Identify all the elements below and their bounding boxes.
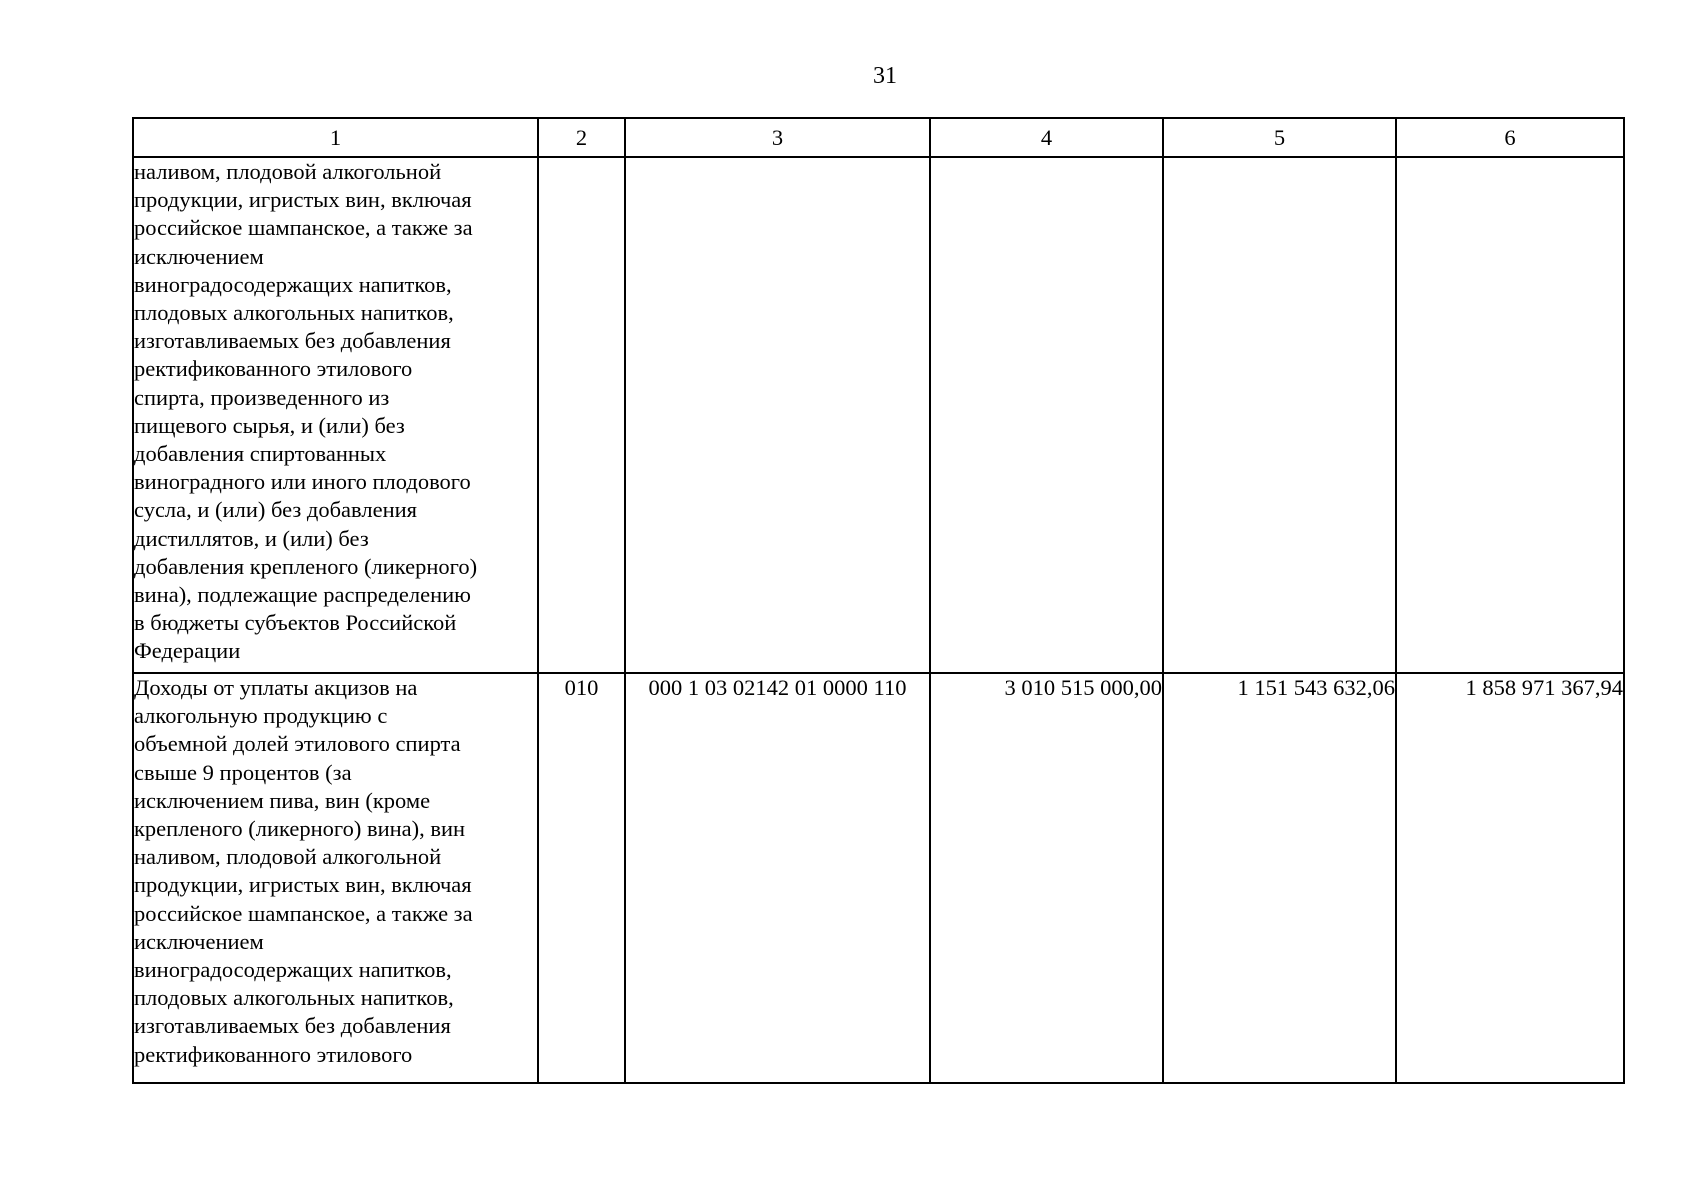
description-line: объемной долей этилового спирта xyxy=(134,731,461,757)
description-line: крепленого (ликерного) вина), вин xyxy=(134,816,466,842)
row-budget-classification-cell xyxy=(625,157,930,673)
table-header-row xyxy=(133,118,1624,157)
description-line: алкогольную продукцию с xyxy=(134,703,388,729)
description-line: виноградного или иного плодового xyxy=(134,469,471,495)
row-col5-amount-cell xyxy=(1163,157,1396,673)
row-description-cell xyxy=(133,673,538,1083)
description-line: пищевого сырья, и (или) без xyxy=(134,412,405,438)
description-line: Федерации xyxy=(134,638,241,664)
description-line: наливом, плодовой алкогольной xyxy=(134,159,442,184)
description-line: добавления спиртованных xyxy=(134,441,387,467)
description-line: добавления крепленого (ликерного) xyxy=(134,553,478,579)
description-line: наливом, плодовой алкогольной xyxy=(134,844,442,870)
description-line: российское шампанское, а также за xyxy=(134,900,473,926)
row-code-cell: 010 xyxy=(538,673,625,1083)
description-line: плодовых алкогольных напитков, xyxy=(134,300,454,326)
table-row xyxy=(133,673,1624,1083)
header-col-1: 1 xyxy=(133,118,538,157)
description-line: продукции, игристых вин, включая xyxy=(134,872,472,898)
table-row xyxy=(133,157,1624,673)
description-line: спирта, произведенного из xyxy=(134,384,390,410)
description-line: виноградосодержащих напитков, xyxy=(134,957,452,983)
header-col-5: 5 xyxy=(1163,118,1396,157)
header-col-2: 2 xyxy=(538,118,625,157)
description-line: Доходы от уплаты акцизов на xyxy=(134,675,418,700)
description-line: сусла, и (или) без добавления xyxy=(134,497,418,523)
description-line: ректификованного этилового xyxy=(134,356,413,382)
description-line: исключением пива, вин (кроме xyxy=(134,787,431,813)
description-line: в бюджеты субъектов Российской xyxy=(134,610,457,636)
description-line: ректификованного этилового xyxy=(134,1041,413,1067)
description-line: вина), подлежащие распределению xyxy=(134,582,471,608)
row-col6-amount-cell: 1 858 971 367,94 xyxy=(1396,673,1624,1083)
row-budget-classification-cell: 000 1 03 02142 01 0000 110 xyxy=(625,673,930,1083)
description-line: продукции, игристых вин, включая xyxy=(134,187,472,213)
description-line: дистиллятов, и (или) без xyxy=(134,525,369,551)
header-col-3: 3 xyxy=(625,118,930,157)
row-code-cell xyxy=(538,157,625,673)
header-col-4: 4 xyxy=(930,118,1163,157)
header-col-6: 6 xyxy=(1396,118,1624,157)
row-col4-amount-cell: 3 010 515 000,00 xyxy=(930,673,1163,1083)
budget-revenue-table xyxy=(132,117,1625,1084)
description-line: свыше 9 процентов (за xyxy=(134,759,352,785)
page-number: 31 xyxy=(873,63,897,89)
description-line: изготавливаемых без добавления xyxy=(134,328,451,354)
description-line: плодовых алкогольных напитков, xyxy=(134,985,454,1011)
description-line: исключением xyxy=(134,928,264,954)
description-line: изготавливаемых без добавления xyxy=(134,1013,451,1039)
row-col4-amount-cell xyxy=(930,157,1163,673)
row-col5-amount-cell: 1 151 543 632,06 xyxy=(1163,673,1396,1083)
description-line: российское шампанское, а также за xyxy=(134,215,473,241)
row-description-cell xyxy=(133,157,538,673)
description-line: исключением xyxy=(134,243,264,269)
description-line: виноградосодержащих напитков, xyxy=(134,271,452,297)
row-col6-amount-cell xyxy=(1396,157,1624,673)
